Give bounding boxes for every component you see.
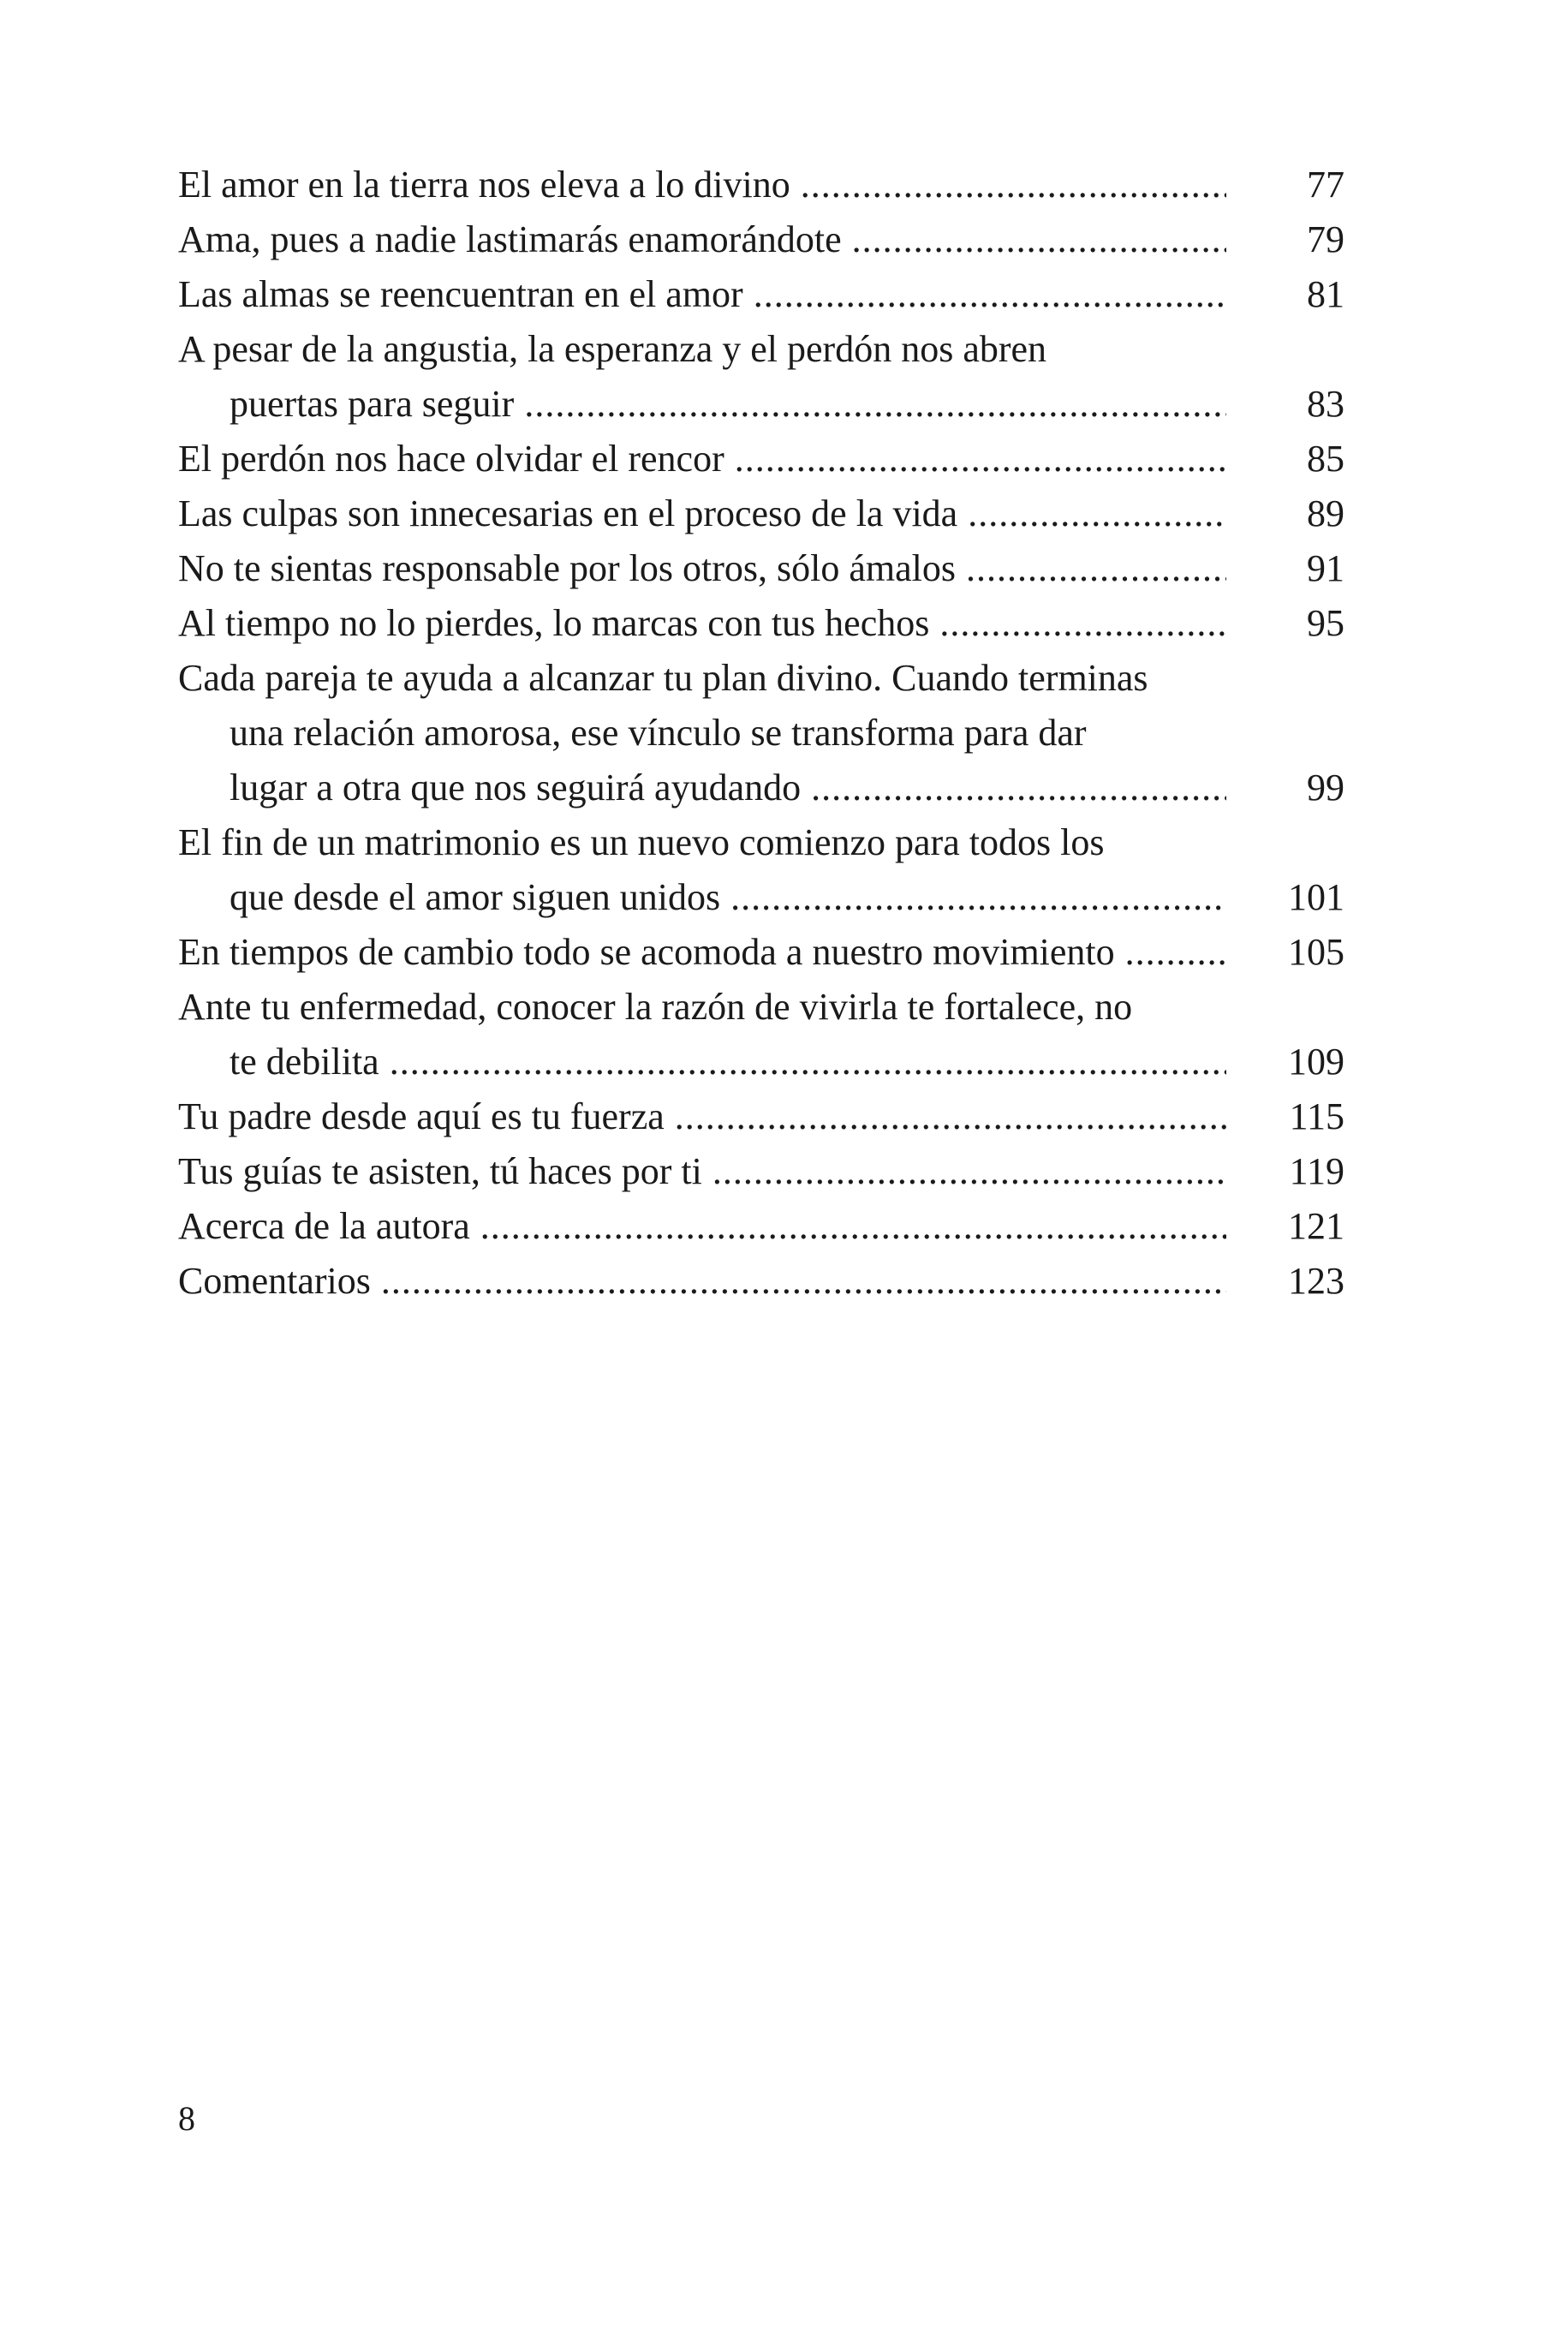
toc-entry-title (178, 158, 1226, 212)
toc-entry-title-line: te debilita ..... (178, 1035, 1226, 1089)
toc-entry-title (178, 815, 1226, 925)
toc-entry-title (178, 1089, 1226, 1144)
toc-entry (178, 1144, 1344, 1199)
toc-entry-title-line: puertas para seguir ..... (178, 377, 1226, 432)
toc-entry-page: 77 (1307, 164, 1344, 206)
toc-entry-page: 123 (1288, 1260, 1344, 1302)
toc-entry (178, 541, 1344, 596)
toc-entry (178, 1254, 1344, 1309)
toc-entry-page: 91 (1307, 547, 1344, 589)
toc-entry-page: 119 (1289, 1150, 1344, 1192)
toc-entry (178, 925, 1344, 980)
toc-entry-title (178, 432, 1226, 486)
toc-entry (178, 596, 1344, 651)
toc-entry-title-line: Tu padre desde aquí es tu fuerza ..... (178, 1089, 1226, 1144)
toc-entry-title-line: Ante tu enfermedad, conocer la razón de vivirla te fortalece, no (178, 986, 1133, 1028)
toc-entry-title-line: No te sientas responsable por los otros, sólo ámalos ..... (178, 541, 1226, 596)
toc-entry-page: 85 (1307, 438, 1344, 480)
toc-entry (178, 432, 1344, 486)
toc-entry-title (178, 925, 1226, 980)
toc-entry-title-line: que desde el amor siguen unidos ..... (178, 870, 1226, 925)
toc-entry (178, 1089, 1344, 1144)
toc-entry (178, 1199, 1344, 1254)
toc-entry-title-line: El amor en la tierra nos eleva a lo divino ..... (178, 158, 1226, 212)
toc-entry-title (178, 541, 1226, 596)
toc-entry-title (178, 486, 1226, 541)
toc-entry-title (178, 1199, 1226, 1254)
toc-entry-title-line: Tus guías te asisten, tú haces por ti ..... (178, 1144, 1226, 1199)
toc-entry (178, 158, 1344, 212)
toc-entry-title-line: Ama, pues a nadie lastimarás enamorándote ..... (178, 212, 1226, 267)
toc-entry-title (178, 651, 1226, 815)
toc-entry-title-line: una relación amorosa, ese vínculo se transforma para dar (230, 712, 1087, 754)
toc-entry (178, 267, 1344, 322)
toc-entry-title-line: Comentarios ..... (178, 1254, 1226, 1309)
toc-entry-page: 95 (1307, 602, 1344, 644)
toc-entry-title-line: Las almas se reencuentran en el amor ..... (178, 267, 1226, 322)
toc-entry-title (178, 1254, 1226, 1309)
toc-entry-page: 79 (1307, 218, 1344, 260)
toc-entry-page: 101 (1288, 876, 1344, 918)
toc-entry-title (178, 322, 1226, 432)
toc-entry-title-line: Las culpas son innecesarias en el proceso de la vida ..... (178, 486, 1226, 541)
toc-entry (178, 486, 1344, 541)
toc-entry-title (178, 267, 1226, 322)
toc-entry-page: 89 (1307, 492, 1344, 534)
toc-entry (178, 651, 1344, 815)
toc-entry-title-line: El perdón nos hace olvidar el rencor ..... (178, 432, 1226, 486)
page-number: 8 (178, 2099, 195, 2138)
table-of-contents (178, 158, 1344, 1309)
toc-entry-title (178, 212, 1226, 267)
toc-entry-title-line: En tiempos de cambio todo se acomoda a nuestro movimiento ..... (178, 925, 1226, 980)
toc-entry-title-line: Cada pareja te ayuda a alcanzar tu plan divino. Cuando terminas (178, 657, 1148, 699)
toc-entry-page: 81 (1307, 273, 1344, 315)
toc-entry (178, 980, 1344, 1089)
toc-entry-page: 115 (1289, 1095, 1344, 1137)
toc-entry-title (178, 980, 1226, 1089)
toc-entry-title (178, 596, 1226, 651)
toc-entry (178, 212, 1344, 267)
toc-entry-page: 121 (1288, 1205, 1344, 1247)
toc-entry-title-line: Acerca de la autora ..... (178, 1199, 1226, 1254)
toc-entry-page: 105 (1288, 931, 1344, 973)
toc-entry-title-line: lugar a otra que nos seguirá ayudando ..... (178, 761, 1226, 815)
toc-entry-page: 83 (1307, 383, 1344, 425)
toc-entry-title-line: El fin de un matrimonio es un nuevo comienzo para todos los (178, 821, 1105, 863)
toc-entry-title (178, 1144, 1226, 1199)
toc-entry (178, 815, 1344, 925)
toc-entry (178, 322, 1344, 432)
toc-entry-page: 99 (1307, 767, 1344, 808)
toc-entry-title-line: A pesar de la angustia, la esperanza y el perdón nos abren (178, 328, 1047, 370)
toc-entry-page: 109 (1288, 1041, 1344, 1083)
toc-entry-title-line: Al tiempo no lo pierdes, lo marcas con tus hechos ..... (178, 596, 1226, 651)
